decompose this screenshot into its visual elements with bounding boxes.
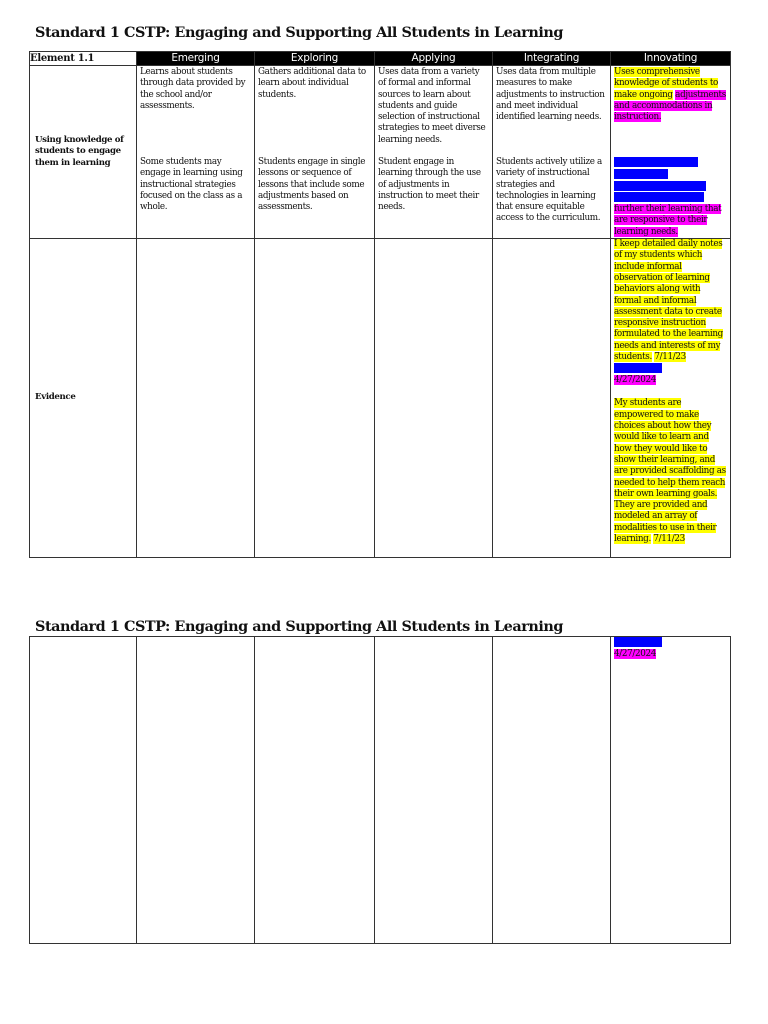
level-exploring-header: Exploring xyxy=(255,52,375,66)
redacted-highlight-blue xyxy=(614,363,662,373)
exploring-descriptor-top: Gathers additional data to learn about individual students. xyxy=(258,67,366,100)
exploring-descriptor-bottom: Students engage in single lessons or sequence of lessons that include some adjustments based on assessments. xyxy=(258,157,366,213)
rubric-table-continued xyxy=(29,636,731,944)
evidence-exploring-cell xyxy=(255,239,375,558)
standard-title-continued: Standard 1 CSTP: Engaging and Supporting All Students in Learning xyxy=(35,618,564,635)
emerging-descriptor-bottom: Some students may engage in learning using instructional strategies focused on the class as a whole. xyxy=(140,157,243,213)
level-innovating-header: Innovating xyxy=(611,52,731,66)
evidence-date-1: 7/11/23 xyxy=(654,352,686,363)
evidence-integrating-cell xyxy=(493,239,611,558)
exploring-descriptor xyxy=(255,66,375,239)
evidence-applying-cell xyxy=(375,239,493,558)
emerging-cell-continued xyxy=(137,637,255,944)
rubric-header-row xyxy=(30,52,731,66)
innovating-descriptor-bottom xyxy=(614,157,727,238)
rubric-table xyxy=(29,51,731,558)
level-integrating-header: Integrating xyxy=(493,52,611,66)
innovating-cell-continued xyxy=(611,637,731,944)
evidence-emerging-cell xyxy=(137,239,255,558)
evidence-note-1: I keep detailed daily notes of my students which include informal observation of learning behaviors along with formal and informal assessment data to create responsive instruction formulated to the learning needs and interests of my students. xyxy=(614,239,723,363)
integrating-descriptor xyxy=(493,66,611,239)
applying-cell-continued xyxy=(375,637,493,944)
row-label: Using knowledge of students to engage them in learning xyxy=(30,66,137,239)
redacted-highlight-blue xyxy=(614,181,706,191)
redacted-highlight-blue xyxy=(614,157,698,167)
redacted-highlight-blue xyxy=(614,637,662,647)
evidence-label: Evidence xyxy=(30,239,137,558)
innovating-bottom-highlight-magenta: further their learning that are responsive to their learning needs. xyxy=(614,204,722,237)
innovating-top-highlight-yellow: Uses comprehensive knowledge of students to make ongoing xyxy=(614,67,718,100)
redacted-highlight-blue xyxy=(614,169,668,179)
innovating-descriptor-top xyxy=(614,66,727,157)
level-applying-header: Applying xyxy=(375,52,493,66)
exploring-cell-continued xyxy=(255,637,375,944)
integrating-descriptor-bottom: Students actively utilize a variety of instructional strategies and technologies in learning that ensure equitable access to the curriculum. xyxy=(496,157,602,224)
redacted-highlight-blue xyxy=(614,192,704,202)
evidence-row xyxy=(30,239,731,558)
continuation-date: 4/27/2024 xyxy=(614,648,656,659)
label-cell-continued xyxy=(30,637,137,944)
emerging-descriptor-top: Learns about students through data provided by the school and/or assessments. xyxy=(140,67,246,111)
integrating-cell-continued xyxy=(493,637,611,944)
evidence-note-2: My students are empowered to make choices about how they would like to learn and how they would like to show their learning, and are provided scaffolding as needed to help them reach their own learning goals. They are provided and modeled an array of modalities to use in their learning. xyxy=(614,398,726,544)
evidence-innovating-cell xyxy=(611,239,731,558)
evidence-date-2: 4/27/2024 xyxy=(614,375,656,386)
evidence-date-3: 7/11/23 xyxy=(653,534,685,544)
evidence-row-continued xyxy=(30,637,731,944)
integrating-descriptor-top: Uses data from multiple measures to make adjustments to instruction and meet individual identified learning needs. xyxy=(496,67,605,123)
element-label: Element 1.1 xyxy=(30,52,137,66)
innovating-top-highlight-magenta: adjustments and accommodations in instruction. xyxy=(614,89,726,123)
applying-descriptor xyxy=(375,66,493,239)
standard-title: Standard 1 CSTP: Engaging and Supporting All Students in Learning xyxy=(35,24,564,41)
innovating-descriptor xyxy=(611,66,731,239)
level-emerging-header: Emerging xyxy=(137,52,255,66)
applying-descriptor-bottom: Student engage in learning through the use of adjustments in instruction to meet their needs. xyxy=(378,157,481,213)
emerging-descriptor xyxy=(137,66,255,239)
descriptor-row xyxy=(30,66,731,239)
applying-descriptor-top: Uses data from a variety of formal and informal sources to learn about students and guide selection of instructional strategies to meet diverse learning needs. xyxy=(378,67,486,145)
